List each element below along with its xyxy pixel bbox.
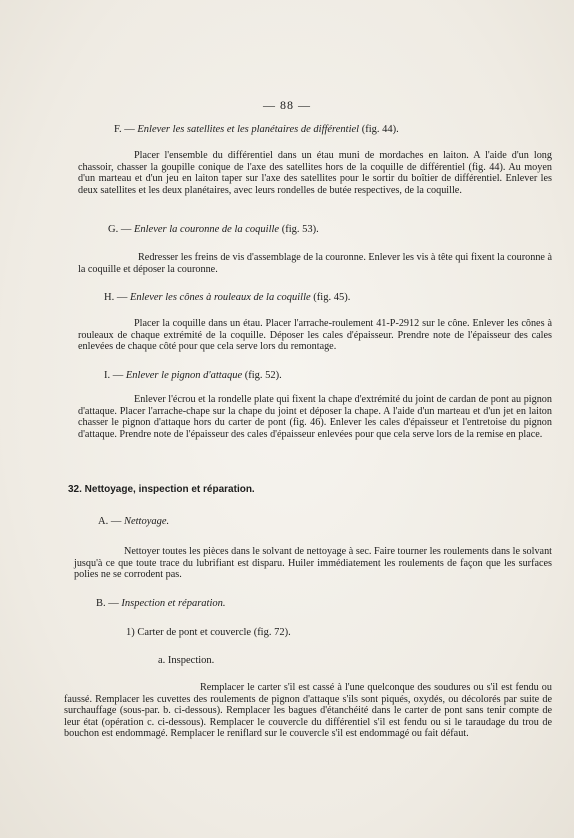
paragraph-ba: Remplacer le carter s'il est cassé à l'une quelconque des soudures ou s'il est fendu ou faussé. Remplacer les cuvettes des roulements de pignon d'attaque s'ils sont piqués, oxydés, ou décolorés par suite de surchauffage (sous-par. b. ci-dessous). Remplacer les bagues d'étanchéité dans le carter de pont sans tenir compte de leur état (opération c. ci-dessous). Remplacer le couvercle du différentiel s'il est fendu ou si le taraudage du trou de bouchon est endommagé. Remplacer le reniflard sur le couvercle s'il est endommagé ou fait défaut.: [64, 682, 552, 740]
heading-b-title: Inspection et réparation.: [121, 598, 226, 609]
paragraph-g: Redresser les freins de vis d'assemblage de la couronne. Enlever les vis à tête qui fixent la couronne à la coquille et déposer la couronne.: [78, 252, 553, 275]
heading-h: [104, 292, 350, 303]
paragraph-h: Placer la coquille dans un étau. Placer l'arrache-roulement 41-P-2912 sur le cône. Enlever les cônes à rouleaux de chaque extrémité de la coquille. Déposer les cales d'épaisseur. Prendre note de l'épaisseur des cales enlevées de chaque côté pour que cela serve lors du remontage.: [78, 318, 552, 353]
heading-h-letter: H. —: [104, 292, 128, 303]
subheading-b1: 1) Carter de pont et couvercle (fig. 72).: [126, 627, 291, 638]
paragraph-i: Enlever l'écrou et la rondelle plate qui fixent la chape d'extrémité du joint de cardan de pont au pignon d'attaque. Placer l'arrache-chape sur la chape du joint et déposer la chape. A l'aide d'un marteau et d'un jet en laiton chasser le pignon d'attaque hors du carter de pont (fig. 46). Enlever les cales d'épaisseur et l'entretoise du pignon d'attaque. Prendre note de l'épaisseur des cales d'épaisseur enlevées pour que cela serve lors de la remise en place.: [78, 394, 552, 440]
heading-i-ref: (fig. 52).: [244, 370, 282, 381]
heading-g-letter: G. —: [108, 224, 132, 235]
heading-i: [104, 370, 282, 381]
subheading-ba: a. Inspection.: [158, 655, 215, 666]
heading-a-title: Nettoyage.: [123, 516, 170, 527]
heading-i-letter: I. —: [104, 370, 124, 381]
heading-a: [98, 516, 169, 527]
heading-f-title: Enlever les satellites et les planétaires de différentiel: [137, 124, 360, 135]
heading-h-title: Enlever les cônes à rouleaux de la coquille: [129, 292, 311, 303]
heading-g: [108, 224, 319, 235]
heading-h-ref: (fig. 45).: [313, 292, 351, 303]
heading-b: [96, 598, 226, 609]
paragraph-f: Placer l'ensemble du différentiel dans un étau muni de mordaches en laiton. A l'aide d'un long chassoir, chasser la goupille conique de l'axe des satellites hors de la coquille de différentiel (fig. 44). Au moyen d'un marteau et d'un jeu en laiton taper sur l'axe des satellites pour le sortir du boîtier de différentiel. Enlever les deux satellites et les deux planétaires, avec leurs rondelles de butée respectives, de la coquille.: [78, 150, 552, 196]
heading-g-ref: (fig. 53).: [281, 224, 319, 235]
paragraph-a: Nettoyer toutes les pièces dans le solvant de nettoyage à sec. Faire tourner les roulements dans le solvant jusqu'à ce que toute trace du lubrifiant est disparu. Huiler immédiatement les roulements de façon que les surfaces polies ne se corrodent pas.: [74, 546, 552, 581]
heading-i-title: Enlever le pignon d'attaque: [125, 370, 243, 381]
heading-f-ref: (fig. 44).: [361, 124, 399, 135]
heading-f: [114, 124, 399, 135]
section-32-title: 32. Nettoyage, inspection et réparation.: [68, 484, 255, 495]
heading-b-letter: B. —: [96, 598, 119, 609]
heading-g-title: Enlever la couronne de la coquille: [133, 224, 280, 235]
page-number: — 88 —: [263, 98, 311, 112]
heading-a-letter: A. —: [98, 516, 122, 527]
heading-f-letter: F. —: [114, 124, 135, 135]
